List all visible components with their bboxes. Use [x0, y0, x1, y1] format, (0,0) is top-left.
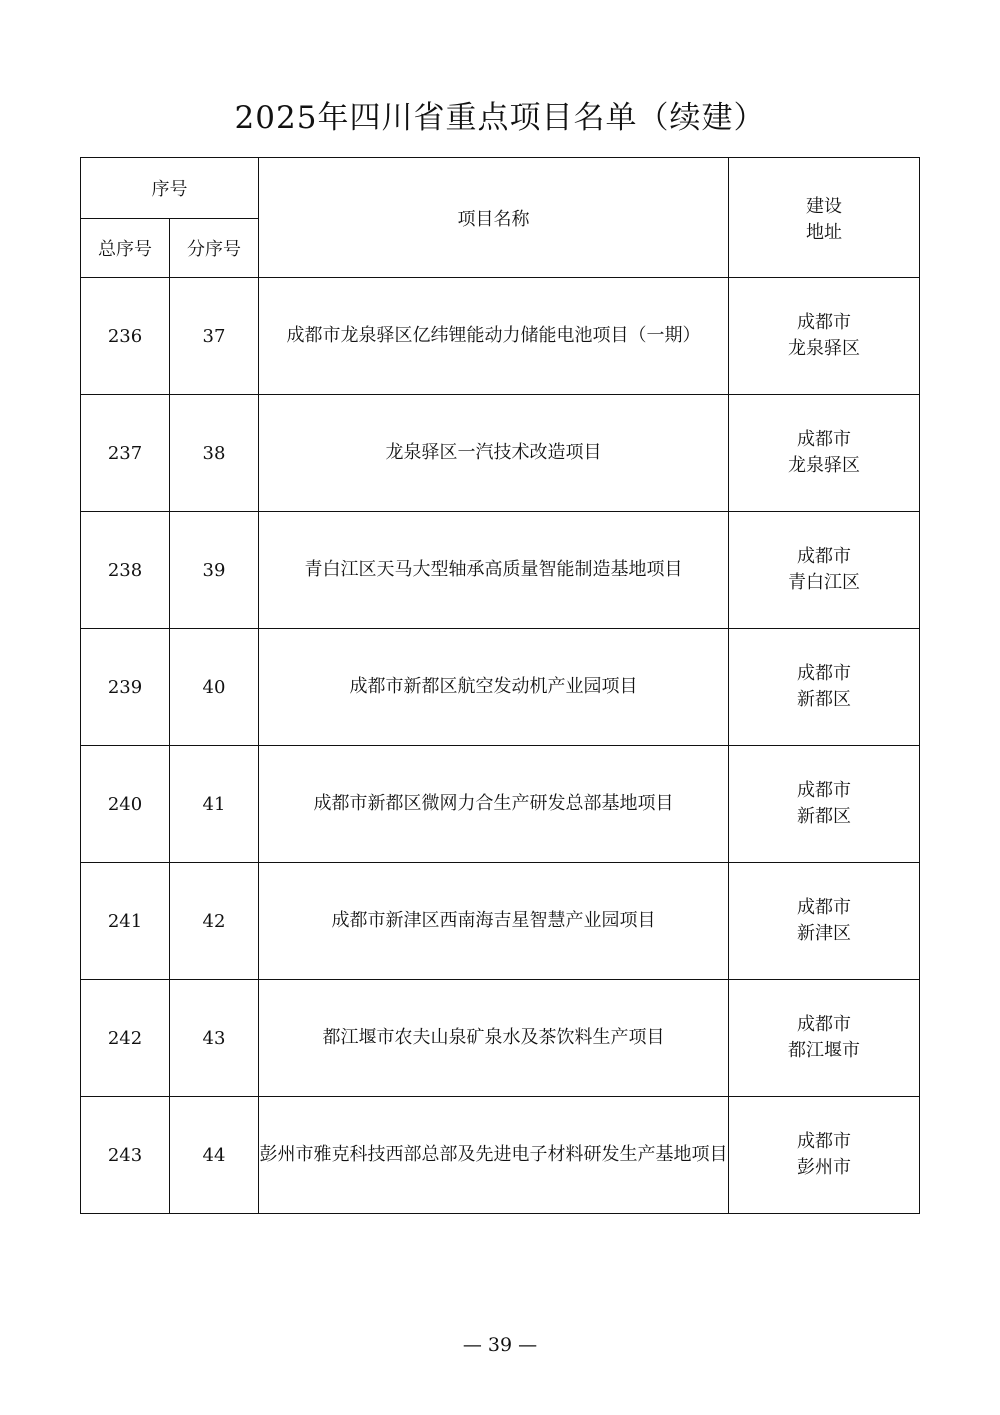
- location-line: 都江堰市: [788, 1040, 860, 1061]
- sub-serial-cell: 37: [170, 278, 259, 395]
- sub-serial-cell: 39: [170, 512, 259, 629]
- table-header: [81, 158, 920, 278]
- location-cell: [729, 746, 920, 863]
- location-cell: [729, 1097, 920, 1214]
- total-serial-cell: 242: [81, 980, 170, 1097]
- project-name-cell: 彭州市雅克科技西部总部及先进电子材料研发生产基地项目: [259, 1097, 729, 1214]
- project-table: [80, 157, 920, 1214]
- location-line: 彭州市: [797, 1157, 851, 1178]
- project-name-header: 项目名称: [259, 158, 729, 278]
- total-serial-cell: 237: [81, 395, 170, 512]
- location-line: 成都市: [797, 897, 851, 918]
- total-serial-header: 总序号: [81, 219, 170, 278]
- project-name-cell: 成都市新津区西南海吉星智慧产业园项目: [259, 863, 729, 980]
- table-row: [81, 395, 920, 512]
- location-line: 成都市: [797, 663, 851, 684]
- total-serial-cell: 241: [81, 863, 170, 980]
- location-line: 龙泉驿区: [788, 455, 860, 476]
- total-serial-cell: 239: [81, 629, 170, 746]
- table-body: [81, 278, 920, 1214]
- project-name-cell: 成都市新都区微网力合生产研发总部基地项目: [259, 746, 729, 863]
- project-name-cell: 都江堰市农夫山泉矿泉水及茶饮料生产项目: [259, 980, 729, 1097]
- table-row: [81, 1097, 920, 1214]
- location-cell: [729, 278, 920, 395]
- location-line: 成都市: [797, 312, 851, 333]
- location-cell: [729, 512, 920, 629]
- location-cell: [729, 395, 920, 512]
- location-cell: [729, 863, 920, 980]
- total-serial-cell: 243: [81, 1097, 170, 1214]
- total-serial-cell: 240: [81, 746, 170, 863]
- sub-serial-cell: 40: [170, 629, 259, 746]
- location-cell: [729, 629, 920, 746]
- project-name-cell: 龙泉驿区一汽技术改造项目: [259, 395, 729, 512]
- location-line: 成都市: [797, 1014, 851, 1035]
- location-header-line: 建设: [806, 195, 842, 217]
- location-line: 青白江区: [788, 572, 860, 593]
- location-line: 成都市: [797, 429, 851, 450]
- serial-group-header: 序号: [81, 158, 259, 219]
- location-header: [729, 158, 920, 278]
- location-cell: [729, 980, 920, 1097]
- project-name-cell: 成都市龙泉驿区亿纬锂能动力储能电池项目（一期）: [259, 278, 729, 395]
- table-row: [81, 278, 920, 395]
- sub-serial-cell: 41: [170, 746, 259, 863]
- table-row: [81, 746, 920, 863]
- table-row: [81, 863, 920, 980]
- page-title: 2025年四川省重点项目名单（续建）: [234, 100, 766, 136]
- sub-serial-cell: 43: [170, 980, 259, 1097]
- sub-serial-cell: 44: [170, 1097, 259, 1214]
- location-line: 龙泉驿区: [788, 338, 860, 359]
- sub-serial-cell: 38: [170, 395, 259, 512]
- location-line: 新津区: [797, 923, 851, 944]
- location-line: 成都市: [797, 546, 851, 567]
- page-number: — 39 —: [462, 1334, 538, 1356]
- location-line: 新都区: [797, 806, 851, 827]
- location-line: 新都区: [797, 689, 851, 710]
- project-name-cell: 青白江区天马大型轴承高质量智能制造基地项目: [259, 512, 729, 629]
- table-row: [81, 629, 920, 746]
- table-row: [81, 980, 920, 1097]
- sub-serial-header: 分序号: [170, 219, 259, 278]
- location-header-line: 地址: [806, 221, 842, 243]
- total-serial-cell: 236: [81, 278, 170, 395]
- total-serial-cell: 238: [81, 512, 170, 629]
- table-row: [81, 512, 920, 629]
- location-line: 成都市: [797, 1131, 851, 1152]
- sub-serial-cell: 42: [170, 863, 259, 980]
- project-name-cell: 成都市新都区航空发动机产业园项目: [259, 629, 729, 746]
- location-line: 成都市: [797, 780, 851, 801]
